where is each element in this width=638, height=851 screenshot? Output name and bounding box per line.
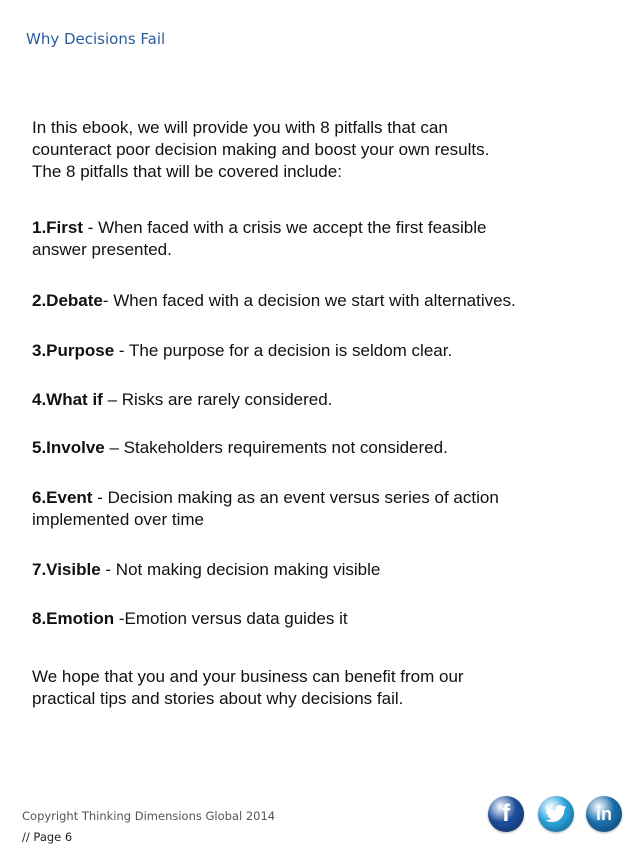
copyright-notice: Copyright Thinking Dimensions Global 2014 [22, 809, 276, 823]
pitfall-label: 1.First [32, 218, 84, 237]
linkedin-link[interactable] [586, 796, 622, 832]
pitfall-text: - When faced with a crisis we accept the first feasible [83, 218, 487, 237]
pitfall-text: - The purpose for a decision is seldom clear. [114, 341, 453, 360]
closing-line: We hope that you and your business can benefit from our [32, 667, 464, 686]
pitfall-text: answer presented. [32, 240, 172, 259]
facebook-link[interactable] [488, 796, 524, 832]
facebook-icon: f [502, 800, 510, 827]
pitfall-item-event [32, 487, 612, 531]
twitter-link[interactable] [538, 796, 574, 832]
page-number: // Page 6 [22, 830, 73, 844]
pitfall-text: -Emotion versus data guides it [114, 609, 348, 628]
linkedin-icon: in [596, 803, 612, 824]
twitter-icon [545, 805, 567, 823]
pitfall-text: - Not making decision making visible [100, 560, 381, 579]
page-title: Why Decisions Fail [26, 30, 166, 48]
pitfall-label: 7.Visible [32, 560, 101, 579]
pitfall-label: 8.Emotion [32, 609, 115, 628]
intro-paragraph [32, 117, 612, 183]
intro-line: In this ebook, we will provide you with 8 pitfalls that can [32, 118, 448, 137]
pitfall-item-first [32, 217, 612, 261]
pitfall-text: – Stakeholders requirements not considered. [104, 438, 448, 457]
intro-line: counteract poor decision making and boost your own results. [32, 140, 490, 159]
pitfall-item-visible [32, 559, 612, 581]
pitfall-text: - When faced with a decision we start with alternatives. [102, 291, 516, 310]
pitfall-label: 5.Involve [32, 438, 105, 457]
pitfall-label: 6.Event [32, 488, 93, 507]
pitfall-label: 3.Purpose [32, 341, 115, 360]
closing-line: practical tips and stories about why decisions fail. [32, 689, 404, 708]
pitfall-label: 4.What if [32, 390, 103, 409]
pitfall-item-debate [32, 290, 612, 312]
pitfall-label: 2.Debate [32, 291, 103, 310]
pitfall-item-purpose [32, 340, 612, 362]
closing-paragraph [32, 666, 612, 710]
pitfall-text: – Risks are rarely considered. [102, 390, 333, 409]
pitfall-text: - Decision making as an event versus series of action [92, 488, 499, 507]
intro-line: The 8 pitfalls that will be covered include: [32, 162, 342, 181]
pitfall-item-what-if [32, 389, 612, 411]
pitfall-text: implemented over time [32, 510, 204, 529]
pitfall-item-emotion [32, 608, 612, 630]
pitfall-item-involve [32, 437, 612, 459]
